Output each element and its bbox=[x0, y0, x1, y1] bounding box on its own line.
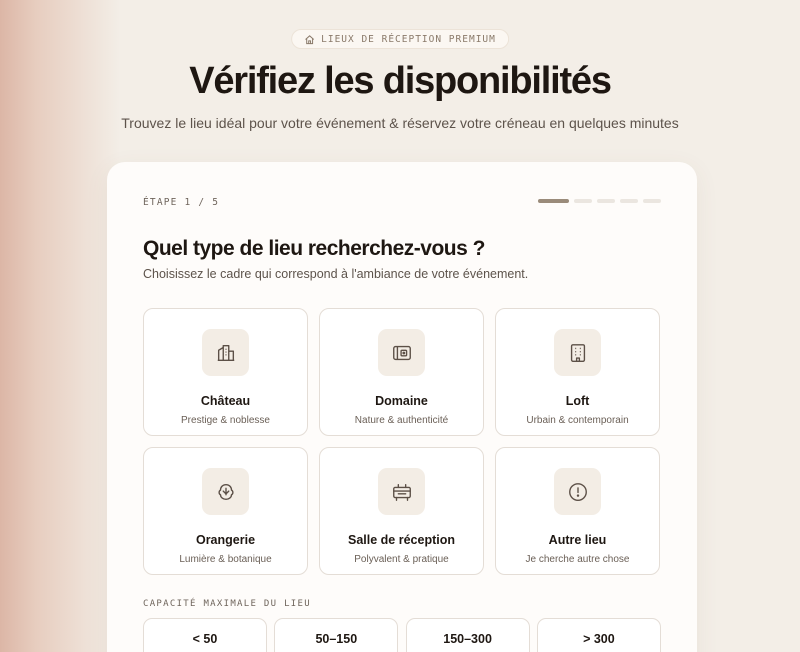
venue-option-subtitle: Lumière & botanique bbox=[179, 554, 272, 565]
home-icon bbox=[304, 34, 315, 45]
venue-icon-tile bbox=[554, 329, 601, 376]
venue-option-name: Orangerie bbox=[195, 533, 256, 547]
venue-option-salle-reception[interactable] bbox=[319, 447, 484, 575]
venue-option-autre-lieu[interactable] bbox=[495, 447, 660, 575]
venue-option-name: Salle de réception bbox=[348, 533, 455, 547]
capacity-option-over-300[interactable]: > 300 bbox=[537, 618, 661, 652]
venue-option-name: Autre lieu bbox=[548, 533, 607, 547]
venue-icon-tile bbox=[378, 329, 425, 376]
progress-segment-4 bbox=[620, 199, 638, 203]
venue-option-loft[interactable] bbox=[495, 308, 660, 436]
page-subtitle: Trouvez le lieu idéal pour votre événement & réservez votre créneau en quelques minutes bbox=[121, 115, 679, 131]
progress-segment-3 bbox=[597, 199, 615, 203]
venue-option-chateau[interactable] bbox=[143, 308, 308, 436]
capacity-options bbox=[143, 618, 661, 652]
castle-icon bbox=[215, 342, 237, 364]
venue-option-subtitle: Je cherche autre chose bbox=[525, 554, 630, 565]
venue-icon-tile bbox=[378, 468, 425, 515]
question-description: Choisissez le cadre qui correspond à l'ambiance de votre événement. bbox=[143, 267, 529, 281]
building-icon bbox=[567, 342, 589, 364]
eyebrow-text: LIEUX DE RÉCEPTION PREMIUM bbox=[321, 33, 496, 45]
wizard-card bbox=[107, 162, 697, 652]
alert-circle-icon bbox=[567, 481, 589, 503]
plant-icon bbox=[215, 481, 237, 503]
venue-icon-tile bbox=[554, 468, 601, 515]
question-title: Quel type de lieu recherchez-vous ? bbox=[143, 237, 485, 260]
venue-option-subtitle: Nature & authenticité bbox=[354, 415, 449, 426]
progress-segment-2 bbox=[574, 199, 592, 203]
progress-segment-1 bbox=[538, 199, 569, 203]
capacity-option-50-150[interactable]: 50–150 bbox=[274, 618, 398, 652]
step-progress bbox=[538, 199, 661, 203]
venue-type-grid bbox=[143, 308, 661, 575]
venue-icon-tile bbox=[202, 468, 249, 515]
step-indicator: ÉTAPE 1 / 5 bbox=[143, 197, 220, 208]
venue-option-subtitle: Polyvalent & pratique bbox=[354, 554, 449, 565]
venue-option-orangerie[interactable] bbox=[143, 447, 308, 575]
venue-option-domaine[interactable] bbox=[319, 308, 484, 436]
capacity-option-under-50[interactable]: < 50 bbox=[143, 618, 267, 652]
hall-icon bbox=[391, 481, 413, 503]
venue-option-name: Loft bbox=[565, 394, 590, 408]
capacity-option-150-300[interactable]: 150–300 bbox=[406, 618, 530, 652]
page-title: Vérifiez les disponibilités bbox=[189, 60, 611, 102]
estate-icon bbox=[391, 342, 413, 364]
venue-option-subtitle: Urbain & contemporain bbox=[526, 415, 629, 426]
venue-icon-tile bbox=[202, 329, 249, 376]
venue-option-subtitle: Prestige & noblesse bbox=[181, 415, 270, 426]
venue-option-name: Domaine bbox=[375, 394, 428, 408]
eyebrow-badge bbox=[291, 29, 509, 49]
capacity-label: CAPACITÉ MAXIMALE DU LIEU bbox=[143, 599, 311, 609]
progress-segment-5 bbox=[643, 199, 661, 203]
venue-option-name: Château bbox=[200, 394, 251, 408]
